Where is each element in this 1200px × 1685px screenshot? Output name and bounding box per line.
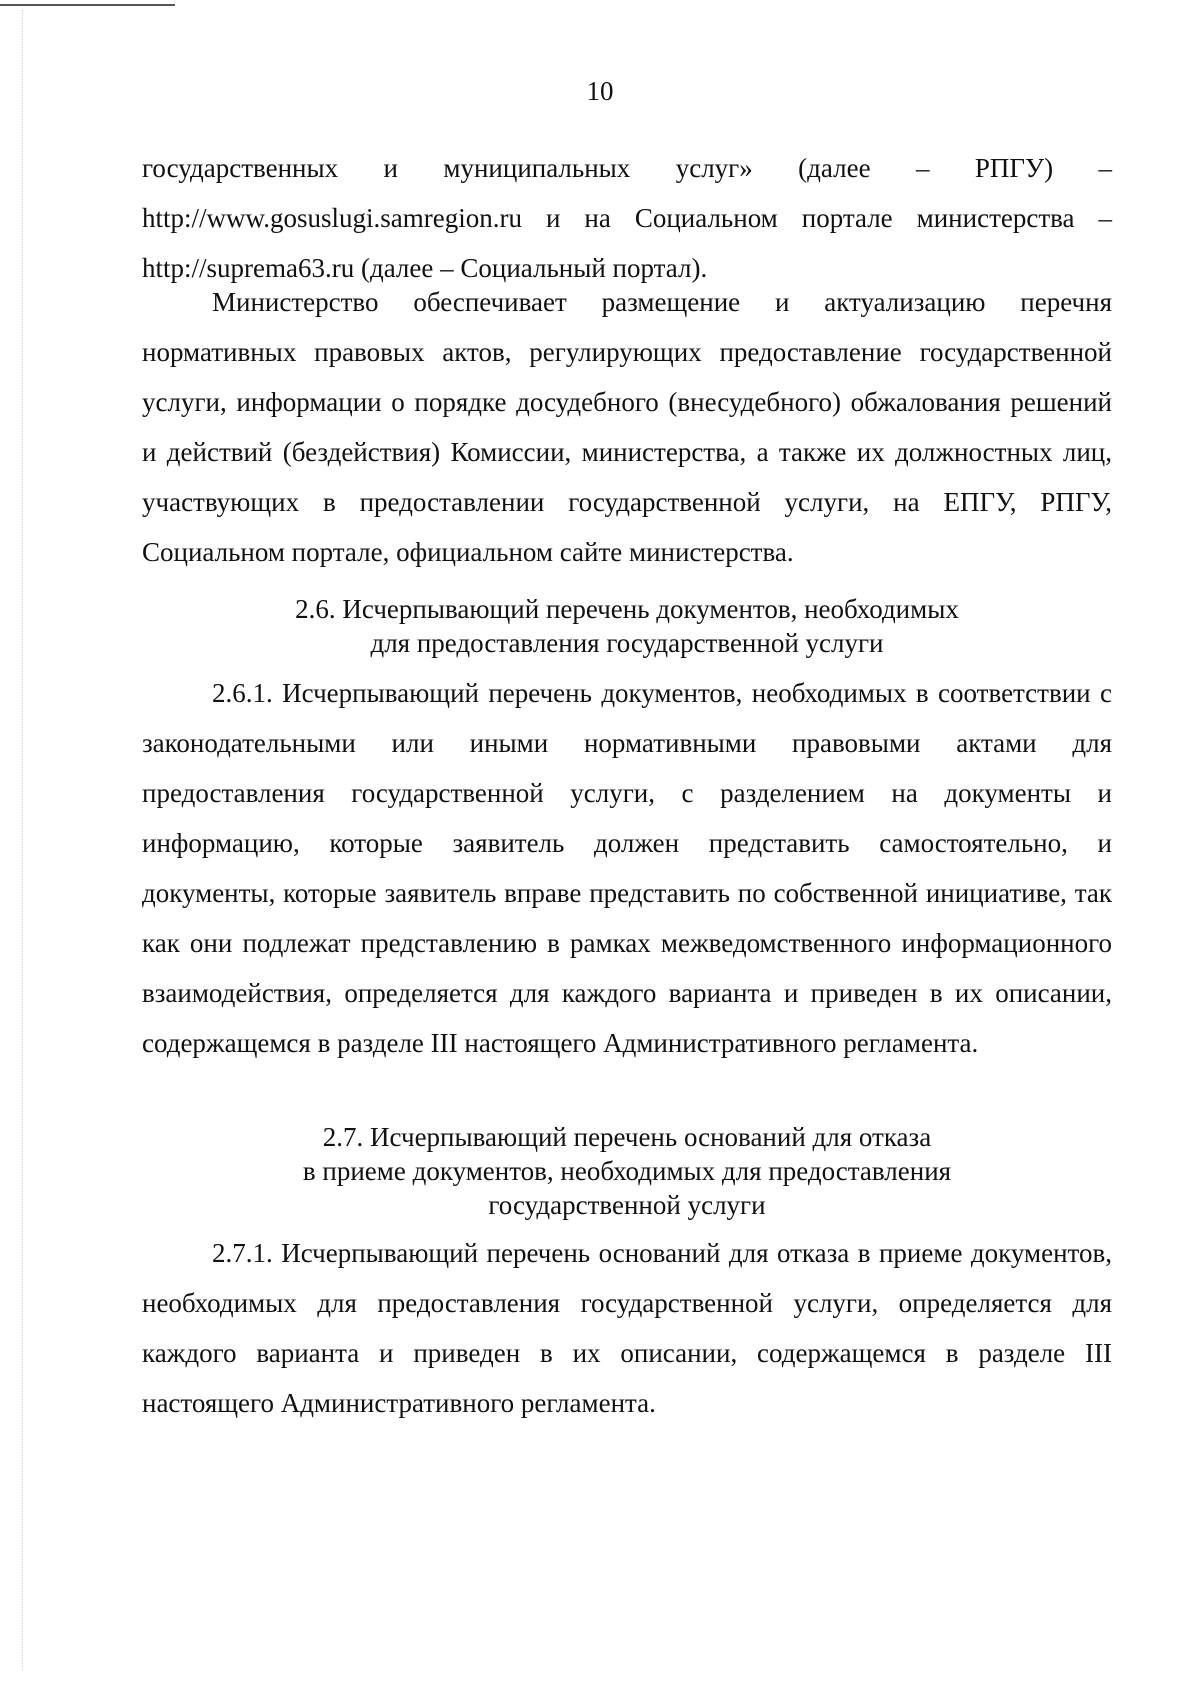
scan-edge-mark	[0, 4, 175, 6]
heading-line: государственной услуги	[488, 1190, 766, 1220]
paragraph-2-7-1: 2.7.1. Исчерпывающий перечень оснований для отказа в приеме документов, необходимых для предоставления государственной услуги, определяется для каждого варианта и приведен в их описании, содержащемся в разделе III настоящего Административного регламента.	[142, 1238, 1112, 1418]
paragraph-rpgu-portals: государственных и муниципальных услуг» (далее – РПГУ) – http://www.gosuslugi.samregion.ru и на Социальном портале министерства – http://suprema63.ru (далее – Социальный портал).	[142, 153, 1112, 283]
section-heading-2-6	[142, 592, 1112, 660]
paragraph-2-6-1: 2.6.1. Исчерпывающий перечень документов, необходимых в соответствии с законодательными или иными нормативными правовыми актами для предоставления государственной услуги, с разделением на документы и информацию, которые заявитель должен представить самостоятельно, и документы, которые заявитель вправе представить по собственной инициативе, так как они подлежат представлению в рамках межведомственного информационного взаимодействия, определяется для каждого варианта и приведен в их описании, содержащемся в разделе III настоящего Административного регламента.	[142, 678, 1112, 1058]
scan-binding-edge	[22, 10, 23, 1670]
heading-line: для предоставления государственной услуги	[370, 628, 884, 658]
paragraph-ministry-publication: Министерство обеспечивает размещение и актуализацию перечня нормативных правовых актов, регулирующих предоставление государственной услуги, информации о порядке досудебного (внесудебного) обжалования решений и действий (бездействия) Комиссии, министерства, а также их должностных лиц, участвующих в предоставлении государственной услуги, на ЕПГУ, РПГУ, Социальном портале, официальном сайте министерства.	[142, 287, 1112, 567]
heading-line: 2.6. Исчерпывающий перечень документов, необходимых	[295, 594, 959, 624]
heading-line: в приеме документов, необходимых для предоставления	[302, 1156, 952, 1186]
heading-line: 2.7. Исчерпывающий перечень оснований для отказа	[322, 1122, 932, 1152]
page-number: 10	[586, 76, 614, 106]
section-heading-2-7	[142, 1120, 1112, 1222]
